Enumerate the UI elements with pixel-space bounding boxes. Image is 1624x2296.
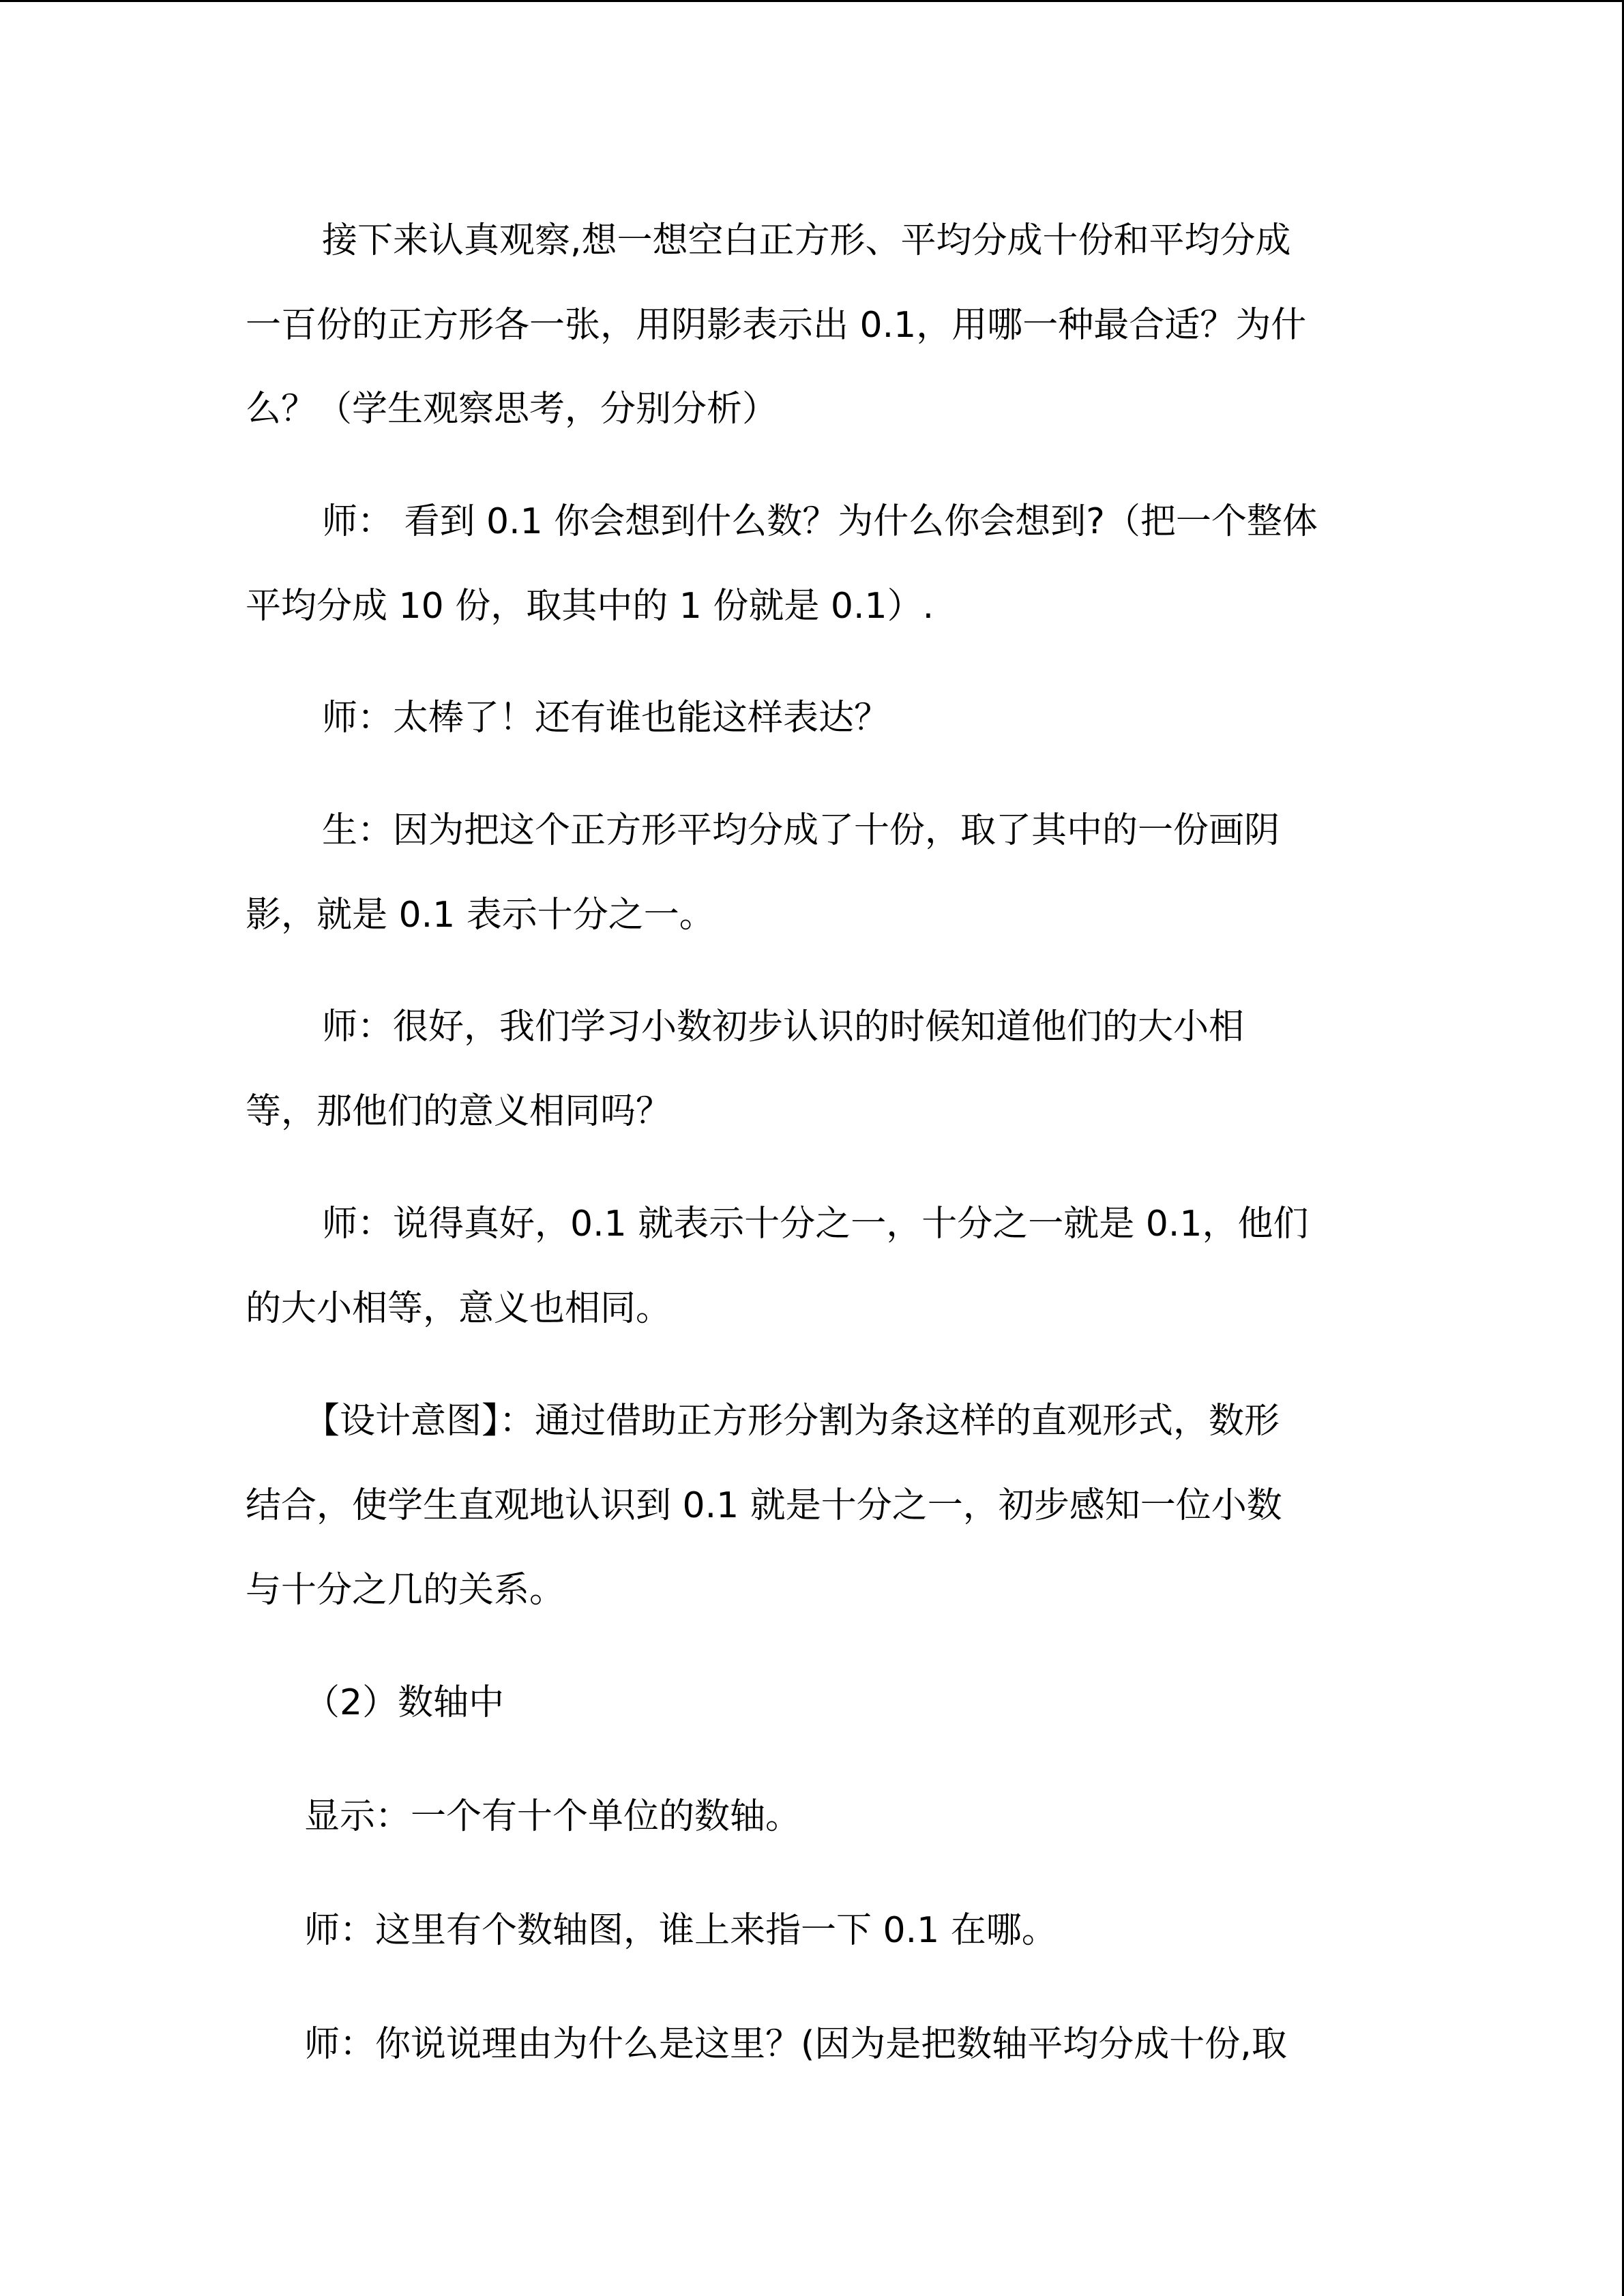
paragraph-line: 结合，使学生直观地认识到 0.1 就是十分之一，初步感知一位小数 xyxy=(246,1485,1282,1526)
paragraph-line: 接下来认真观察,想一想空白正方形、平均分成十份和平均分成 xyxy=(322,220,1291,261)
paragraph-line: 平均分成 10 份，取其中的 1 份就是 0.1）. xyxy=(246,586,934,627)
paragraph-line: 师： 看到 0.1 你会想到什么数？为什么你会想到?（把一个整体 xyxy=(322,501,1318,542)
paragraph-line: 师：你说说理由为什么是这里？(因为是把数轴平均分成十份,取 xyxy=(304,2024,1287,2065)
paragraph-line: 等，那他们的意义相同吗？ xyxy=(246,1091,672,1132)
paragraph-line: 师：很好，我们学习小数初步认识的时候知道他们的大小相 xyxy=(322,1007,1245,1047)
paragraph-line: 一百份的正方形各一张，用阴影表示出 0.1，用哪一种最合适？为什 xyxy=(246,305,1307,346)
paragraph-line: 师：说得真好，0.1 就表示十分之一，十分之一就是 0.1，他们 xyxy=(322,1204,1309,1244)
paragraph-line: 生：因为把这个正方形平均分成了十份，取了其中的一份画阴 xyxy=(322,810,1280,851)
paragraph-line: 与十分之几的关系。 xyxy=(246,1570,565,1611)
paragraph-line: 【设计意图】：通过借助正方形分割为条这样的直观形式，数形 xyxy=(304,1401,1280,1442)
paragraph-line: 显示：一个有十个单位的数轴。 xyxy=(304,1796,801,1837)
paragraph-line: 的大小相等，意义也相同。 xyxy=(246,1288,672,1329)
paragraph-line: 影，就是 0.1 表示十分之一。 xyxy=(246,895,715,936)
paragraph-line: （2）数轴中 xyxy=(304,1682,505,1723)
paragraph-line: 师：太棒了！还有谁也能这样表达？ xyxy=(322,698,890,739)
paragraph-line: 么？（学生观察思考，分别分析） xyxy=(246,389,778,430)
paragraph-line: 师：这里有个数轴图，谁上来指一下 0.1 在哪。 xyxy=(304,1910,1057,1951)
